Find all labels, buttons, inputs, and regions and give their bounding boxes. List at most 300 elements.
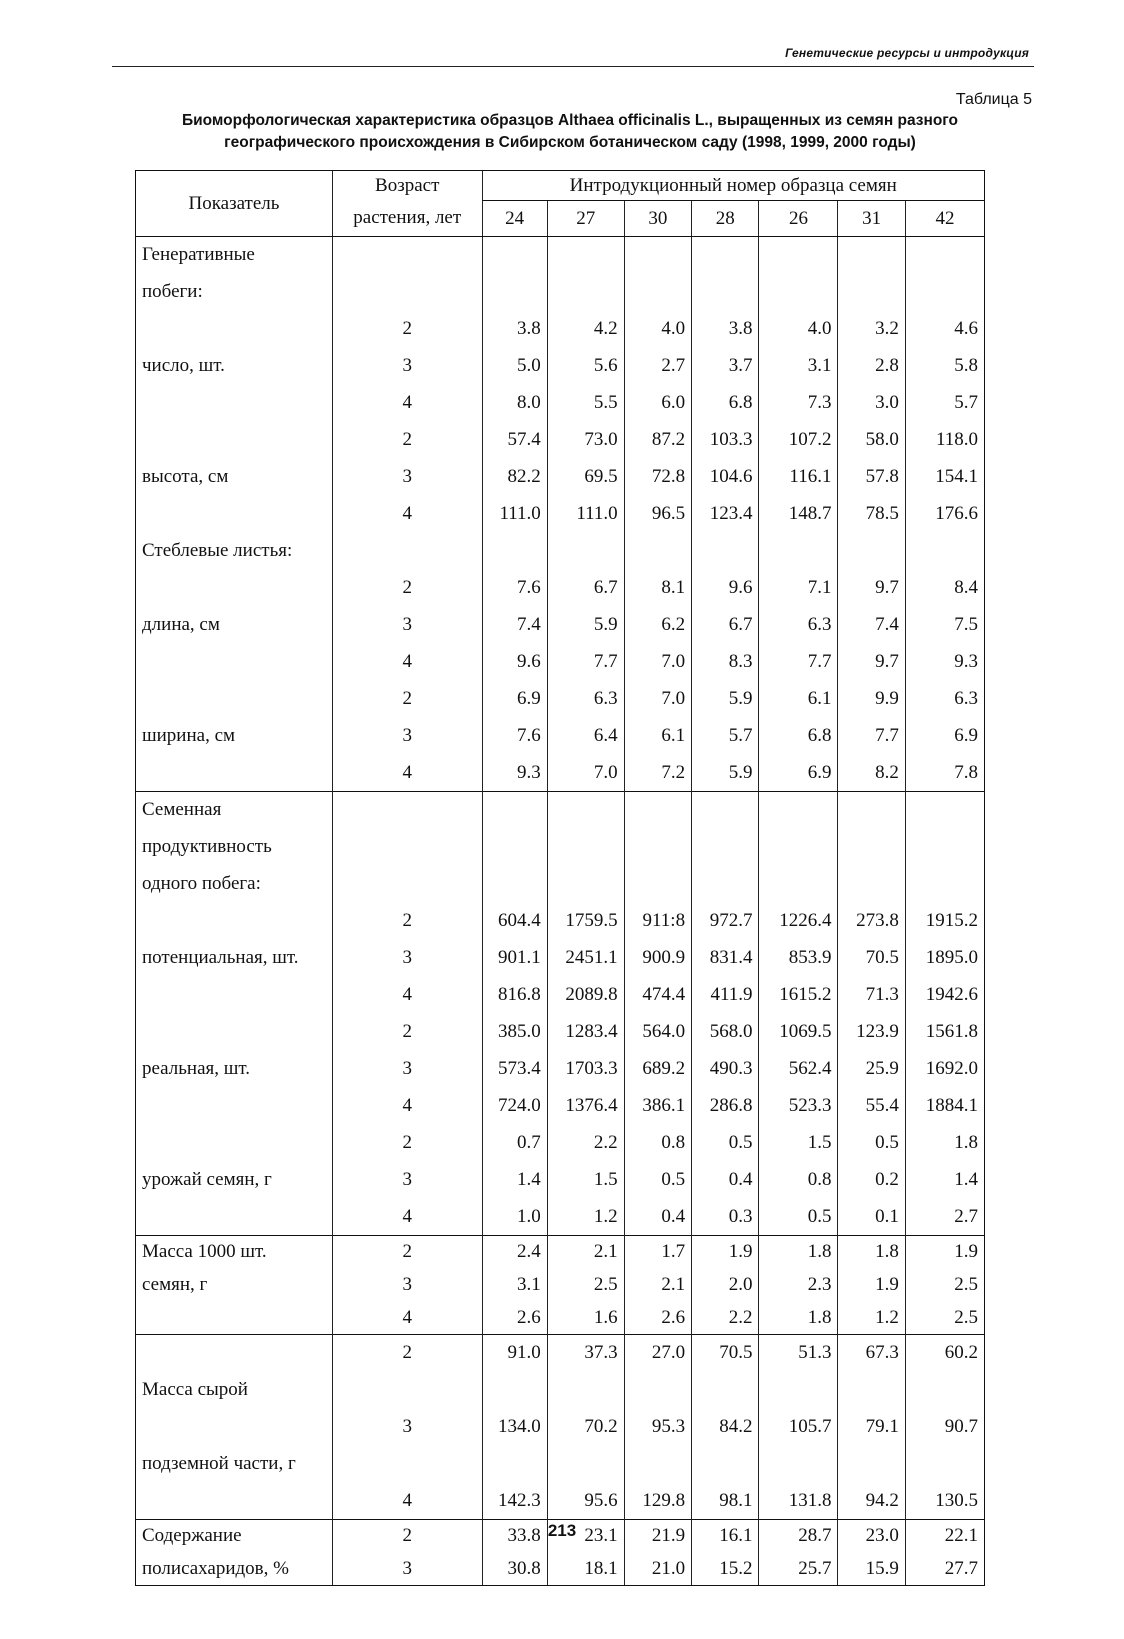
value-cell: 6.1 xyxy=(624,718,691,755)
indicator-cell: потенциальная, шт. xyxy=(136,940,333,977)
value-cell xyxy=(482,866,547,903)
value-cell: 7.2 xyxy=(624,755,691,792)
value-cell: 70.5 xyxy=(692,1335,759,1372)
value-cell: 2.7 xyxy=(905,1199,984,1236)
value-cell: 6.8 xyxy=(759,718,838,755)
value-cell: 107.2 xyxy=(759,422,838,459)
age-cell xyxy=(332,274,482,311)
value-cell xyxy=(482,1372,547,1409)
value-cell: 25.9 xyxy=(838,1051,905,1088)
value-cell xyxy=(838,533,905,570)
value-cell: 6.7 xyxy=(692,607,759,644)
value-cell xyxy=(624,274,691,311)
age-cell xyxy=(332,829,482,866)
value-cell xyxy=(624,237,691,274)
table-row xyxy=(136,866,985,903)
table-row xyxy=(136,459,985,496)
value-cell: 3.7 xyxy=(692,348,759,385)
value-cell: 8.3 xyxy=(692,644,759,681)
value-cell: 73.0 xyxy=(547,422,624,459)
age-cell: 2 xyxy=(332,1520,482,1553)
value-cell: 90.7 xyxy=(905,1409,984,1446)
value-cell: 1.4 xyxy=(482,1162,547,1199)
age-cell: 2 xyxy=(332,1236,482,1269)
value-cell: 51.3 xyxy=(759,1335,838,1372)
value-cell: 0.7 xyxy=(482,1125,547,1162)
value-cell: 1759.5 xyxy=(547,903,624,940)
header-sample-numbers: Интродукционный номер образца семян xyxy=(482,171,985,201)
value-cell: 7.6 xyxy=(482,718,547,755)
value-cell: 95.6 xyxy=(547,1483,624,1520)
value-cell: 816.8 xyxy=(482,977,547,1014)
indicator-cell xyxy=(136,385,333,422)
age-cell: 3 xyxy=(332,1269,482,1302)
value-cell: 385.0 xyxy=(482,1014,547,1051)
age-cell: 3 xyxy=(332,459,482,496)
value-cell: 1915.2 xyxy=(905,903,984,940)
value-cell: 3.8 xyxy=(482,311,547,348)
value-cell: 0.5 xyxy=(838,1125,905,1162)
value-cell xyxy=(838,274,905,311)
table-row xyxy=(136,1088,985,1125)
table-row xyxy=(136,829,985,866)
value-cell xyxy=(759,274,838,311)
table-row xyxy=(136,644,985,681)
indicator-cell: реальная, шт. xyxy=(136,1051,333,1088)
value-cell: 7.4 xyxy=(838,607,905,644)
indicator-cell xyxy=(136,1483,333,1520)
value-cell: 142.3 xyxy=(482,1483,547,1520)
value-cell: 2.1 xyxy=(624,1269,691,1302)
value-cell: 724.0 xyxy=(482,1088,547,1125)
age-cell: 4 xyxy=(332,385,482,422)
value-cell xyxy=(692,274,759,311)
value-cell: 911:8 xyxy=(624,903,691,940)
table-row xyxy=(136,570,985,607)
table-row xyxy=(136,311,985,348)
age-cell: 2 xyxy=(332,1335,482,1372)
value-cell: 568.0 xyxy=(692,1014,759,1051)
value-cell: 1.4 xyxy=(905,1162,984,1199)
indicator-cell: полисахаридов, % xyxy=(136,1553,333,1586)
value-cell: 8.1 xyxy=(624,570,691,607)
value-cell xyxy=(624,792,691,829)
value-cell: 95.3 xyxy=(624,1409,691,1446)
value-cell: 1.9 xyxy=(838,1269,905,1302)
indicator-cell: Стеблевые листья: xyxy=(136,533,333,570)
table-row xyxy=(136,977,985,1014)
table-row xyxy=(136,903,985,940)
indicator-cell: высота, см xyxy=(136,459,333,496)
value-cell xyxy=(838,792,905,829)
value-cell: 21.9 xyxy=(624,1520,691,1553)
value-cell: 2451.1 xyxy=(547,940,624,977)
header-sample: 31 xyxy=(838,201,905,237)
value-cell: 111.0 xyxy=(482,496,547,533)
value-cell xyxy=(759,237,838,274)
value-cell: 22.1 xyxy=(905,1520,984,1553)
value-cell: 6.1 xyxy=(759,681,838,718)
value-cell: 2089.8 xyxy=(547,977,624,1014)
value-cell: 67.3 xyxy=(838,1335,905,1372)
value-cell: 5.9 xyxy=(692,755,759,792)
value-cell: 0.8 xyxy=(759,1162,838,1199)
value-cell: 55.4 xyxy=(838,1088,905,1125)
value-cell xyxy=(905,866,984,903)
value-cell: 3.1 xyxy=(482,1269,547,1302)
caption-line-2: географического происхождения в Сибирском ботаническом саду (1998, 1999, 2000 годы) xyxy=(224,134,916,151)
value-cell: 3.8 xyxy=(692,311,759,348)
value-cell: 523.3 xyxy=(759,1088,838,1125)
age-cell: 2 xyxy=(332,1014,482,1051)
value-cell: 1692.0 xyxy=(905,1051,984,1088)
value-cell xyxy=(547,237,624,274)
value-cell: 0.1 xyxy=(838,1199,905,1236)
value-cell xyxy=(759,829,838,866)
value-cell: 129.8 xyxy=(624,1483,691,1520)
value-cell: 9.9 xyxy=(838,681,905,718)
value-cell: 111.0 xyxy=(547,496,624,533)
value-cell: 1.9 xyxy=(905,1236,984,1269)
value-cell xyxy=(547,1372,624,1409)
table-row xyxy=(136,274,985,311)
age-cell: 4 xyxy=(332,1483,482,1520)
value-cell: 18.1 xyxy=(547,1553,624,1586)
value-cell: 900.9 xyxy=(624,940,691,977)
value-cell: 474.4 xyxy=(624,977,691,1014)
value-cell: 7.0 xyxy=(624,681,691,718)
value-cell: 7.7 xyxy=(838,718,905,755)
value-cell xyxy=(905,792,984,829)
indicator-cell xyxy=(136,755,333,792)
indicator-cell xyxy=(136,1014,333,1051)
header-sample: 24 xyxy=(482,201,547,237)
value-cell: 72.8 xyxy=(624,459,691,496)
value-cell xyxy=(547,792,624,829)
value-cell: 57.8 xyxy=(838,459,905,496)
value-cell: 2.2 xyxy=(692,1302,759,1335)
table-row xyxy=(136,681,985,718)
value-cell: 70.5 xyxy=(838,940,905,977)
value-cell xyxy=(838,237,905,274)
table-row xyxy=(136,1483,985,1520)
value-cell xyxy=(482,792,547,829)
value-cell: 58.0 xyxy=(838,422,905,459)
value-cell: 4.2 xyxy=(547,311,624,348)
value-cell xyxy=(482,533,547,570)
value-cell: 0.5 xyxy=(624,1162,691,1199)
age-cell xyxy=(332,237,482,274)
value-cell xyxy=(482,829,547,866)
value-cell: 1.8 xyxy=(838,1236,905,1269)
value-cell: 60.2 xyxy=(905,1335,984,1372)
indicator-cell: Масса 1000 шт. xyxy=(136,1236,333,1269)
indicator-cell xyxy=(136,1199,333,1236)
indicator-cell: Генеративные xyxy=(136,237,333,274)
value-cell xyxy=(547,274,624,311)
value-cell: 0.4 xyxy=(692,1162,759,1199)
age-cell xyxy=(332,1372,482,1409)
age-cell xyxy=(332,533,482,570)
indicator-cell xyxy=(136,903,333,940)
age-cell: 4 xyxy=(332,496,482,533)
value-cell: 6.8 xyxy=(692,385,759,422)
value-cell xyxy=(624,866,691,903)
value-cell: 6.9 xyxy=(482,681,547,718)
age-cell: 2 xyxy=(332,1125,482,1162)
value-cell xyxy=(482,237,547,274)
value-cell: 7.5 xyxy=(905,607,984,644)
value-cell: 1895.0 xyxy=(905,940,984,977)
value-cell: 1884.1 xyxy=(905,1088,984,1125)
value-cell: 118.0 xyxy=(905,422,984,459)
table-row xyxy=(136,385,985,422)
header-sample: 30 xyxy=(624,201,691,237)
indicator-cell xyxy=(136,977,333,1014)
indicator-cell xyxy=(136,1335,333,1372)
value-cell: 689.2 xyxy=(624,1051,691,1088)
value-cell xyxy=(482,274,547,311)
value-cell: 9.3 xyxy=(905,644,984,681)
header-rule xyxy=(112,66,1034,67)
header-sample: 26 xyxy=(759,201,838,237)
value-cell: 1.7 xyxy=(624,1236,691,1269)
table-row xyxy=(136,607,985,644)
value-cell: 6.7 xyxy=(547,570,624,607)
value-cell: 1376.4 xyxy=(547,1088,624,1125)
value-cell: 21.0 xyxy=(624,1553,691,1586)
indicator-cell: Масса сырой xyxy=(136,1372,333,1409)
table-row xyxy=(136,1553,985,1586)
value-cell: 148.7 xyxy=(759,496,838,533)
age-cell xyxy=(332,1446,482,1483)
table-row xyxy=(136,533,985,570)
value-cell: 0.4 xyxy=(624,1199,691,1236)
table-row xyxy=(136,1302,985,1335)
value-cell: 33.8 xyxy=(482,1520,547,1553)
value-cell: 7.6 xyxy=(482,570,547,607)
indicator-cell: число, шт. xyxy=(136,348,333,385)
value-cell: 2.0 xyxy=(692,1269,759,1302)
age-cell: 2 xyxy=(332,681,482,718)
age-cell: 4 xyxy=(332,644,482,681)
value-cell: 78.5 xyxy=(838,496,905,533)
value-cell: 3.0 xyxy=(838,385,905,422)
value-cell: 2.6 xyxy=(624,1302,691,1335)
value-cell: 273.8 xyxy=(838,903,905,940)
value-cell: 7.8 xyxy=(905,755,984,792)
running-header: Генетические ресурсы и интродукция xyxy=(785,46,1029,60)
value-cell: 7.1 xyxy=(759,570,838,607)
indicator-cell xyxy=(136,1088,333,1125)
value-cell xyxy=(905,1372,984,1409)
value-cell: 2.5 xyxy=(905,1302,984,1335)
value-cell: 94.2 xyxy=(838,1483,905,1520)
indicator-cell xyxy=(136,681,333,718)
value-cell xyxy=(482,1446,547,1483)
value-cell: 79.1 xyxy=(838,1409,905,1446)
table-row xyxy=(136,1409,985,1446)
value-cell: 0.2 xyxy=(838,1162,905,1199)
indicator-cell: длина, см xyxy=(136,607,333,644)
age-cell: 3 xyxy=(332,940,482,977)
age-cell xyxy=(332,866,482,903)
value-cell xyxy=(547,533,624,570)
value-cell xyxy=(547,1446,624,1483)
table-row xyxy=(136,1051,985,1088)
value-cell: 3.1 xyxy=(759,348,838,385)
value-cell: 2.8 xyxy=(838,348,905,385)
table-row xyxy=(136,1125,985,1162)
indicator-cell xyxy=(136,1409,333,1446)
value-cell: 123.4 xyxy=(692,496,759,533)
value-cell xyxy=(624,1446,691,1483)
value-cell: 176.6 xyxy=(905,496,984,533)
value-cell xyxy=(547,829,624,866)
value-cell xyxy=(838,866,905,903)
table-row xyxy=(136,1372,985,1409)
age-cell xyxy=(332,792,482,829)
header-sample: 42 xyxy=(905,201,984,237)
value-cell xyxy=(759,866,838,903)
value-cell: 15.9 xyxy=(838,1553,905,1586)
value-cell: 70.2 xyxy=(547,1409,624,1446)
value-cell xyxy=(905,274,984,311)
age-cell: 3 xyxy=(332,1553,482,1586)
value-cell: 0.5 xyxy=(759,1199,838,1236)
value-cell xyxy=(692,866,759,903)
value-cell: 7.7 xyxy=(759,644,838,681)
value-cell: 8.4 xyxy=(905,570,984,607)
value-cell: 6.3 xyxy=(759,607,838,644)
value-cell xyxy=(624,1372,691,1409)
value-cell: 15.2 xyxy=(692,1553,759,1586)
value-cell: 98.1 xyxy=(692,1483,759,1520)
value-cell: 28.7 xyxy=(759,1520,838,1553)
indicator-cell: побеги: xyxy=(136,274,333,311)
value-cell: 1703.3 xyxy=(547,1051,624,1088)
value-cell xyxy=(838,829,905,866)
indicator-cell xyxy=(136,1302,333,1335)
value-cell xyxy=(838,1372,905,1409)
value-cell: 105.7 xyxy=(759,1409,838,1446)
value-cell: 87.2 xyxy=(624,422,691,459)
table-number: Таблица 5 xyxy=(955,91,1032,108)
age-cell: 2 xyxy=(332,422,482,459)
value-cell: 4.0 xyxy=(759,311,838,348)
indicator-cell xyxy=(136,311,333,348)
value-cell: 2.2 xyxy=(547,1125,624,1162)
value-cell: 27.7 xyxy=(905,1553,984,1586)
value-cell xyxy=(624,829,691,866)
value-cell: 1.2 xyxy=(547,1199,624,1236)
age-cell: 3 xyxy=(332,718,482,755)
age-cell: 4 xyxy=(332,1088,482,1125)
value-cell: 2.7 xyxy=(624,348,691,385)
value-cell xyxy=(759,792,838,829)
value-cell xyxy=(838,1446,905,1483)
header-age-line2: растения, лет xyxy=(332,201,482,237)
age-cell: 2 xyxy=(332,570,482,607)
value-cell: 9.6 xyxy=(692,570,759,607)
value-cell: 1.5 xyxy=(547,1162,624,1199)
value-cell xyxy=(692,237,759,274)
value-cell xyxy=(692,1446,759,1483)
indicator-cell: одного побега: xyxy=(136,866,333,903)
value-cell: 901.1 xyxy=(482,940,547,977)
value-cell: 5.5 xyxy=(547,385,624,422)
table-row xyxy=(136,1446,985,1483)
value-cell: 411.9 xyxy=(692,977,759,1014)
value-cell: 25.7 xyxy=(759,1553,838,1586)
value-cell: 123.9 xyxy=(838,1014,905,1051)
value-cell: 5.7 xyxy=(905,385,984,422)
value-cell: 134.0 xyxy=(482,1409,547,1446)
value-cell xyxy=(759,1372,838,1409)
value-cell: 573.4 xyxy=(482,1051,547,1088)
value-cell: 1.9 xyxy=(692,1236,759,1269)
age-cell: 4 xyxy=(332,1199,482,1236)
table-row xyxy=(136,792,985,829)
value-cell: 5.7 xyxy=(692,718,759,755)
value-cell: 84.2 xyxy=(692,1409,759,1446)
value-cell xyxy=(905,237,984,274)
age-cell: 3 xyxy=(332,1409,482,1446)
value-cell: 9.6 xyxy=(482,644,547,681)
indicator-cell: Содержание xyxy=(136,1520,333,1553)
value-cell: 562.4 xyxy=(759,1051,838,1088)
value-cell: 1.6 xyxy=(547,1302,624,1335)
value-cell xyxy=(692,533,759,570)
value-cell xyxy=(905,829,984,866)
value-cell: 2.3 xyxy=(759,1269,838,1302)
age-cell: 4 xyxy=(332,755,482,792)
table-row xyxy=(136,1335,985,1372)
value-cell: 57.4 xyxy=(482,422,547,459)
value-cell: 2.1 xyxy=(547,1236,624,1269)
value-cell: 71.3 xyxy=(838,977,905,1014)
value-cell: 386.1 xyxy=(624,1088,691,1125)
value-cell: 9.7 xyxy=(838,644,905,681)
value-cell: 1.2 xyxy=(838,1302,905,1335)
value-cell: 564.0 xyxy=(624,1014,691,1051)
value-cell: 23.0 xyxy=(838,1520,905,1553)
value-cell xyxy=(692,792,759,829)
value-cell xyxy=(905,1446,984,1483)
value-cell: 5.9 xyxy=(692,681,759,718)
value-cell xyxy=(692,829,759,866)
value-cell: 5.9 xyxy=(547,607,624,644)
value-cell: 27.0 xyxy=(624,1335,691,1372)
value-cell: 1615.2 xyxy=(759,977,838,1014)
header-sample: 27 xyxy=(547,201,624,237)
value-cell: 6.3 xyxy=(547,681,624,718)
value-cell: 9.7 xyxy=(838,570,905,607)
value-cell: 103.3 xyxy=(692,422,759,459)
value-cell: 972.7 xyxy=(692,903,759,940)
value-cell: 131.8 xyxy=(759,1483,838,1520)
value-cell: 4.0 xyxy=(624,311,691,348)
table-row xyxy=(136,755,985,792)
value-cell: 1.8 xyxy=(905,1125,984,1162)
table-row xyxy=(136,422,985,459)
value-cell xyxy=(692,1372,759,1409)
value-cell: 3.2 xyxy=(838,311,905,348)
header-age-line1: Возраст xyxy=(332,171,482,201)
value-cell: 6.3 xyxy=(905,681,984,718)
value-cell: 154.1 xyxy=(905,459,984,496)
indicator-cell xyxy=(136,1125,333,1162)
